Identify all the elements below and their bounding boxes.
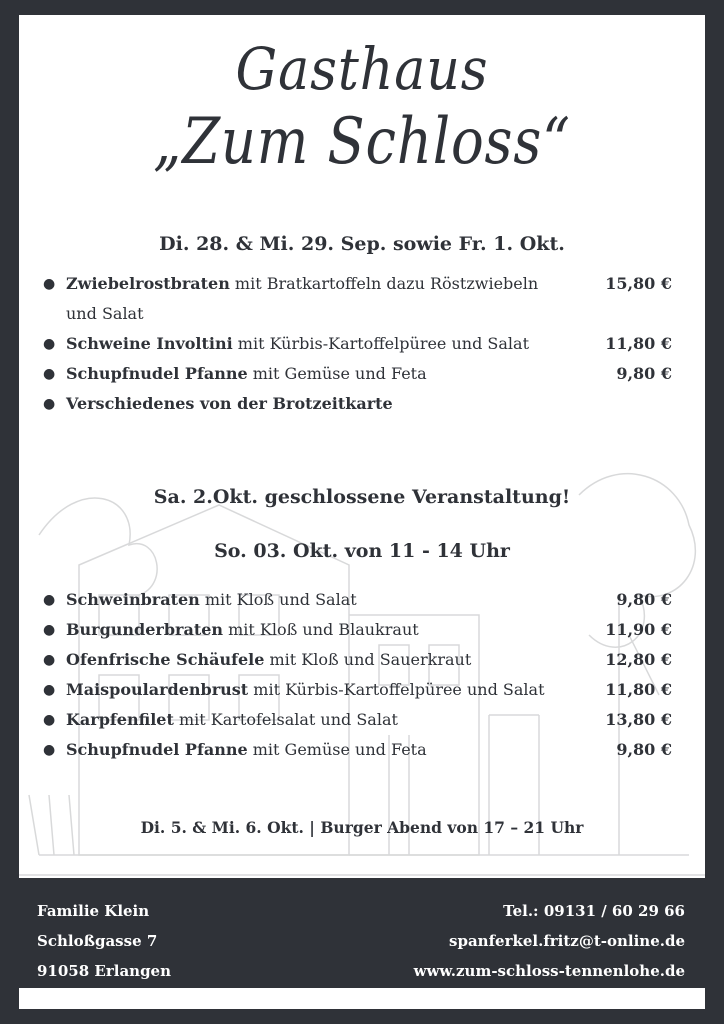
menu-item xyxy=(19,645,705,675)
menu-item xyxy=(19,269,705,329)
section2-heading: So. 03. Okt. von 11 - 14 Uhr xyxy=(214,540,510,562)
dish-description: mit Kloß und Salat xyxy=(199,590,357,609)
menu-item xyxy=(19,615,705,645)
dish-price: 12,80 € xyxy=(605,650,672,669)
dish-price: 9,80 € xyxy=(616,364,672,383)
dish-name: Karpfenfilet xyxy=(66,710,174,729)
contact-footer xyxy=(19,878,705,988)
dish-name: Maispoulardenbrust xyxy=(66,680,249,699)
section2-menu-list xyxy=(19,585,705,765)
bullet-icon: ● xyxy=(43,682,56,698)
bullet-icon: ● xyxy=(43,592,56,608)
section1-heading: Di. 28. & Mi. 29. Sep. sowie Fr. 1. Okt. xyxy=(159,233,565,255)
phone-number[interactable]: Tel.: 09131 / 60 29 66 xyxy=(503,902,685,920)
dish-name: Zwiebelrostbraten xyxy=(66,274,230,293)
email-address[interactable]: spanferkel.fritz@t-online.de xyxy=(449,932,685,950)
website-link[interactable]: www.zum-schloss-tennenlohe.de xyxy=(413,962,685,980)
dish-description: mit Kartofelsalat und Salat xyxy=(173,710,398,729)
dish-description: mit Kloß und Blaukraut xyxy=(223,620,419,639)
menu-sheet xyxy=(19,15,705,1009)
restaurant-logo xyxy=(19,15,705,205)
menu-item xyxy=(19,675,705,705)
menu-item xyxy=(19,359,705,389)
bullet-icon: ● xyxy=(43,336,56,352)
bullet-icon: ● xyxy=(43,276,56,292)
contact-block xyxy=(414,896,685,986)
dish-price: 11,80 € xyxy=(605,334,672,353)
dish-price: 15,80 € xyxy=(605,274,672,293)
closed-notice: Sa. 2.Okt. geschlossene Veranstaltung! xyxy=(153,486,571,508)
bullet-icon: ● xyxy=(43,712,56,728)
dish-description: mit Bratkartoffeln dazu Röstzwiebeln und Salat xyxy=(66,274,539,323)
bullet-icon: ● xyxy=(43,622,56,638)
dish-name: Verschiedenes von der Brotzeitkarte xyxy=(66,394,393,413)
logo-line-gasthaus: Gasthaus xyxy=(235,35,489,103)
dish-price: 13,80 € xyxy=(605,710,672,729)
dish-price: 11,90 € xyxy=(605,620,672,639)
dish-name: Schupfnudel Pfanne xyxy=(66,740,248,759)
dish-description: mit Kürbis-Kartoffelpüree und Salat xyxy=(248,680,545,699)
menu-item xyxy=(19,329,705,359)
dish-description: mit Gemüse und Feta xyxy=(247,364,427,383)
menu-item xyxy=(19,705,705,735)
street-address: Schloßgasse 7 xyxy=(37,932,158,950)
city: 91058 Erlangen xyxy=(37,962,172,980)
bullet-icon: ● xyxy=(43,652,56,668)
burger-evening-notice: Di. 5. & Mi. 6. Okt. | Burger Abend von 17 – 21 Uhr xyxy=(140,818,584,837)
menu-item xyxy=(19,735,705,765)
dish-name: Schweine Involtini xyxy=(66,334,233,353)
dish-price: 9,80 € xyxy=(616,740,672,759)
dish-description: mit Kürbis-Kartoffelpüree und Salat xyxy=(232,334,530,353)
bullet-icon: ● xyxy=(43,742,56,758)
menu-item xyxy=(19,389,705,419)
dish-price: 9,80 € xyxy=(616,590,672,609)
dish-description: mit Gemüse und Feta xyxy=(247,740,427,759)
bullet-icon: ● xyxy=(43,366,56,382)
section1-menu-list xyxy=(19,269,705,419)
menu-item xyxy=(19,585,705,615)
dish-name: Schweinbraten xyxy=(66,590,200,609)
dish-price: 11,80 € xyxy=(605,680,672,699)
dish-name: Schupfnudel Pfanne xyxy=(66,364,248,383)
owner-name: Familie Klein xyxy=(37,902,150,920)
dish-name: Ofenfrische Schäufele xyxy=(66,650,265,669)
logo-line-zum-schloss: „Zum Schloss“ xyxy=(153,105,571,179)
dish-name: Burgunderbraten xyxy=(66,620,224,639)
bullet-icon: ● xyxy=(43,396,56,412)
address-block xyxy=(37,896,171,986)
dish-description: mit Kloß und Sauerkraut xyxy=(264,650,472,669)
